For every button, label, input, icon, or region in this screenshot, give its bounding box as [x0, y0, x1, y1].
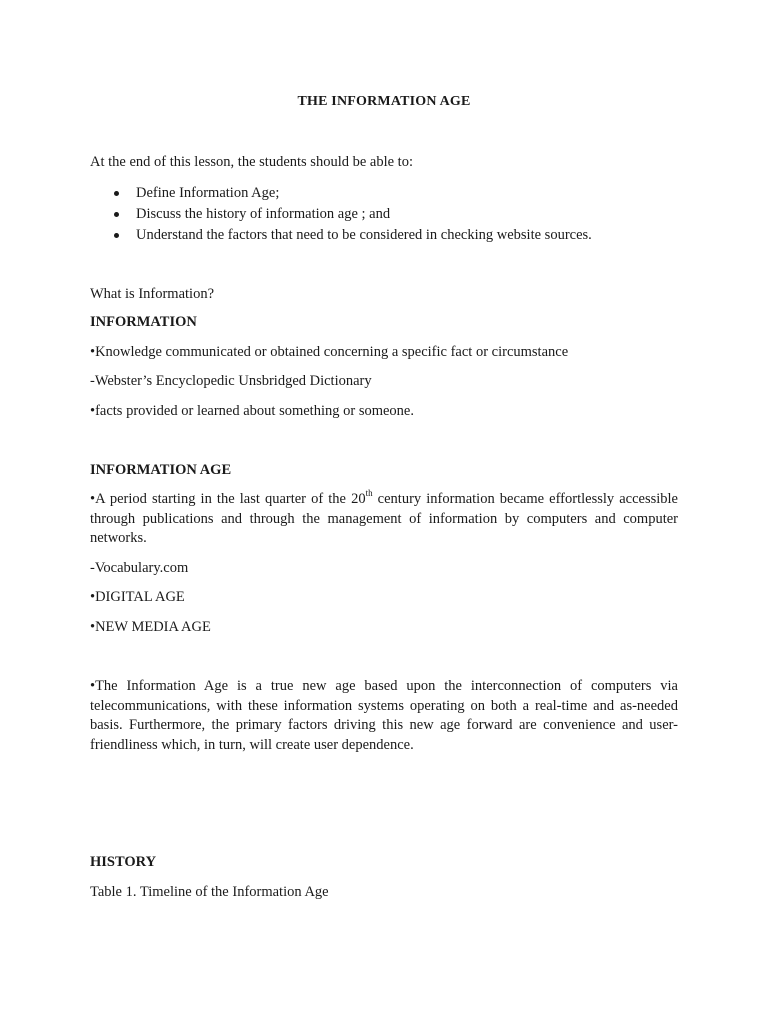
objective-text: Define Information Age;: [136, 185, 280, 201]
history-heading: HISTORY: [90, 854, 157, 870]
information-age-source: -Vocabulary.com: [90, 560, 189, 576]
page-title: THE INFORMATION AGE: [297, 94, 471, 109]
definition-text-start: •A period starting in the last quarter of the 20: [90, 491, 366, 507]
objective-text: Understand the factors that need to be considered in checking website sources.: [136, 227, 592, 243]
superscript-suffix: th: [365, 488, 373, 499]
table-caption: Table 1. Timeline of the Information Age: [90, 884, 329, 900]
information-heading: INFORMATION: [90, 314, 197, 330]
bullet-icon: [114, 191, 119, 196]
question-text: What is Information?: [90, 286, 215, 302]
list-item: [110, 183, 592, 204]
information-definition-1: •Knowledge communicated or obtained concerning a specific fact or circumstance: [90, 344, 569, 360]
alias-new-media-age: •NEW MEDIA AGE: [90, 619, 211, 635]
information-source: -Webster’s Encyclopedic Unsbridged Dictionary: [90, 373, 372, 389]
information-definition-2: •facts provided or learned about something or someone.: [90, 403, 414, 419]
information-age-definition: [90, 490, 678, 549]
information-age-description: •The Information Age is a true new age based upon the interconnection of computers via telecommunications, with these information systems operating on both a real-time and as-needed basis. Furthermore, the primary factors driving this new age forward are convenience and user-friendliness which, in turn, will create user dependence.: [90, 678, 678, 753]
list-item: [110, 225, 592, 246]
lesson-intro: At the end of this lesson, the students should be able to:: [90, 154, 413, 170]
bullet-icon: [114, 233, 119, 238]
list-item: [110, 204, 592, 225]
information-age-heading: INFORMATION AGE: [90, 462, 232, 478]
objective-text: Discuss the history of information age ; and: [136, 206, 391, 222]
objectives-list: [110, 183, 592, 246]
definition-text-end: century information became effortlessly accessible through publications and through the management of information by computers and computer networks.: [90, 491, 678, 546]
bullet-icon: [114, 212, 119, 217]
alias-digital-age: •DIGITAL AGE: [90, 589, 185, 605]
